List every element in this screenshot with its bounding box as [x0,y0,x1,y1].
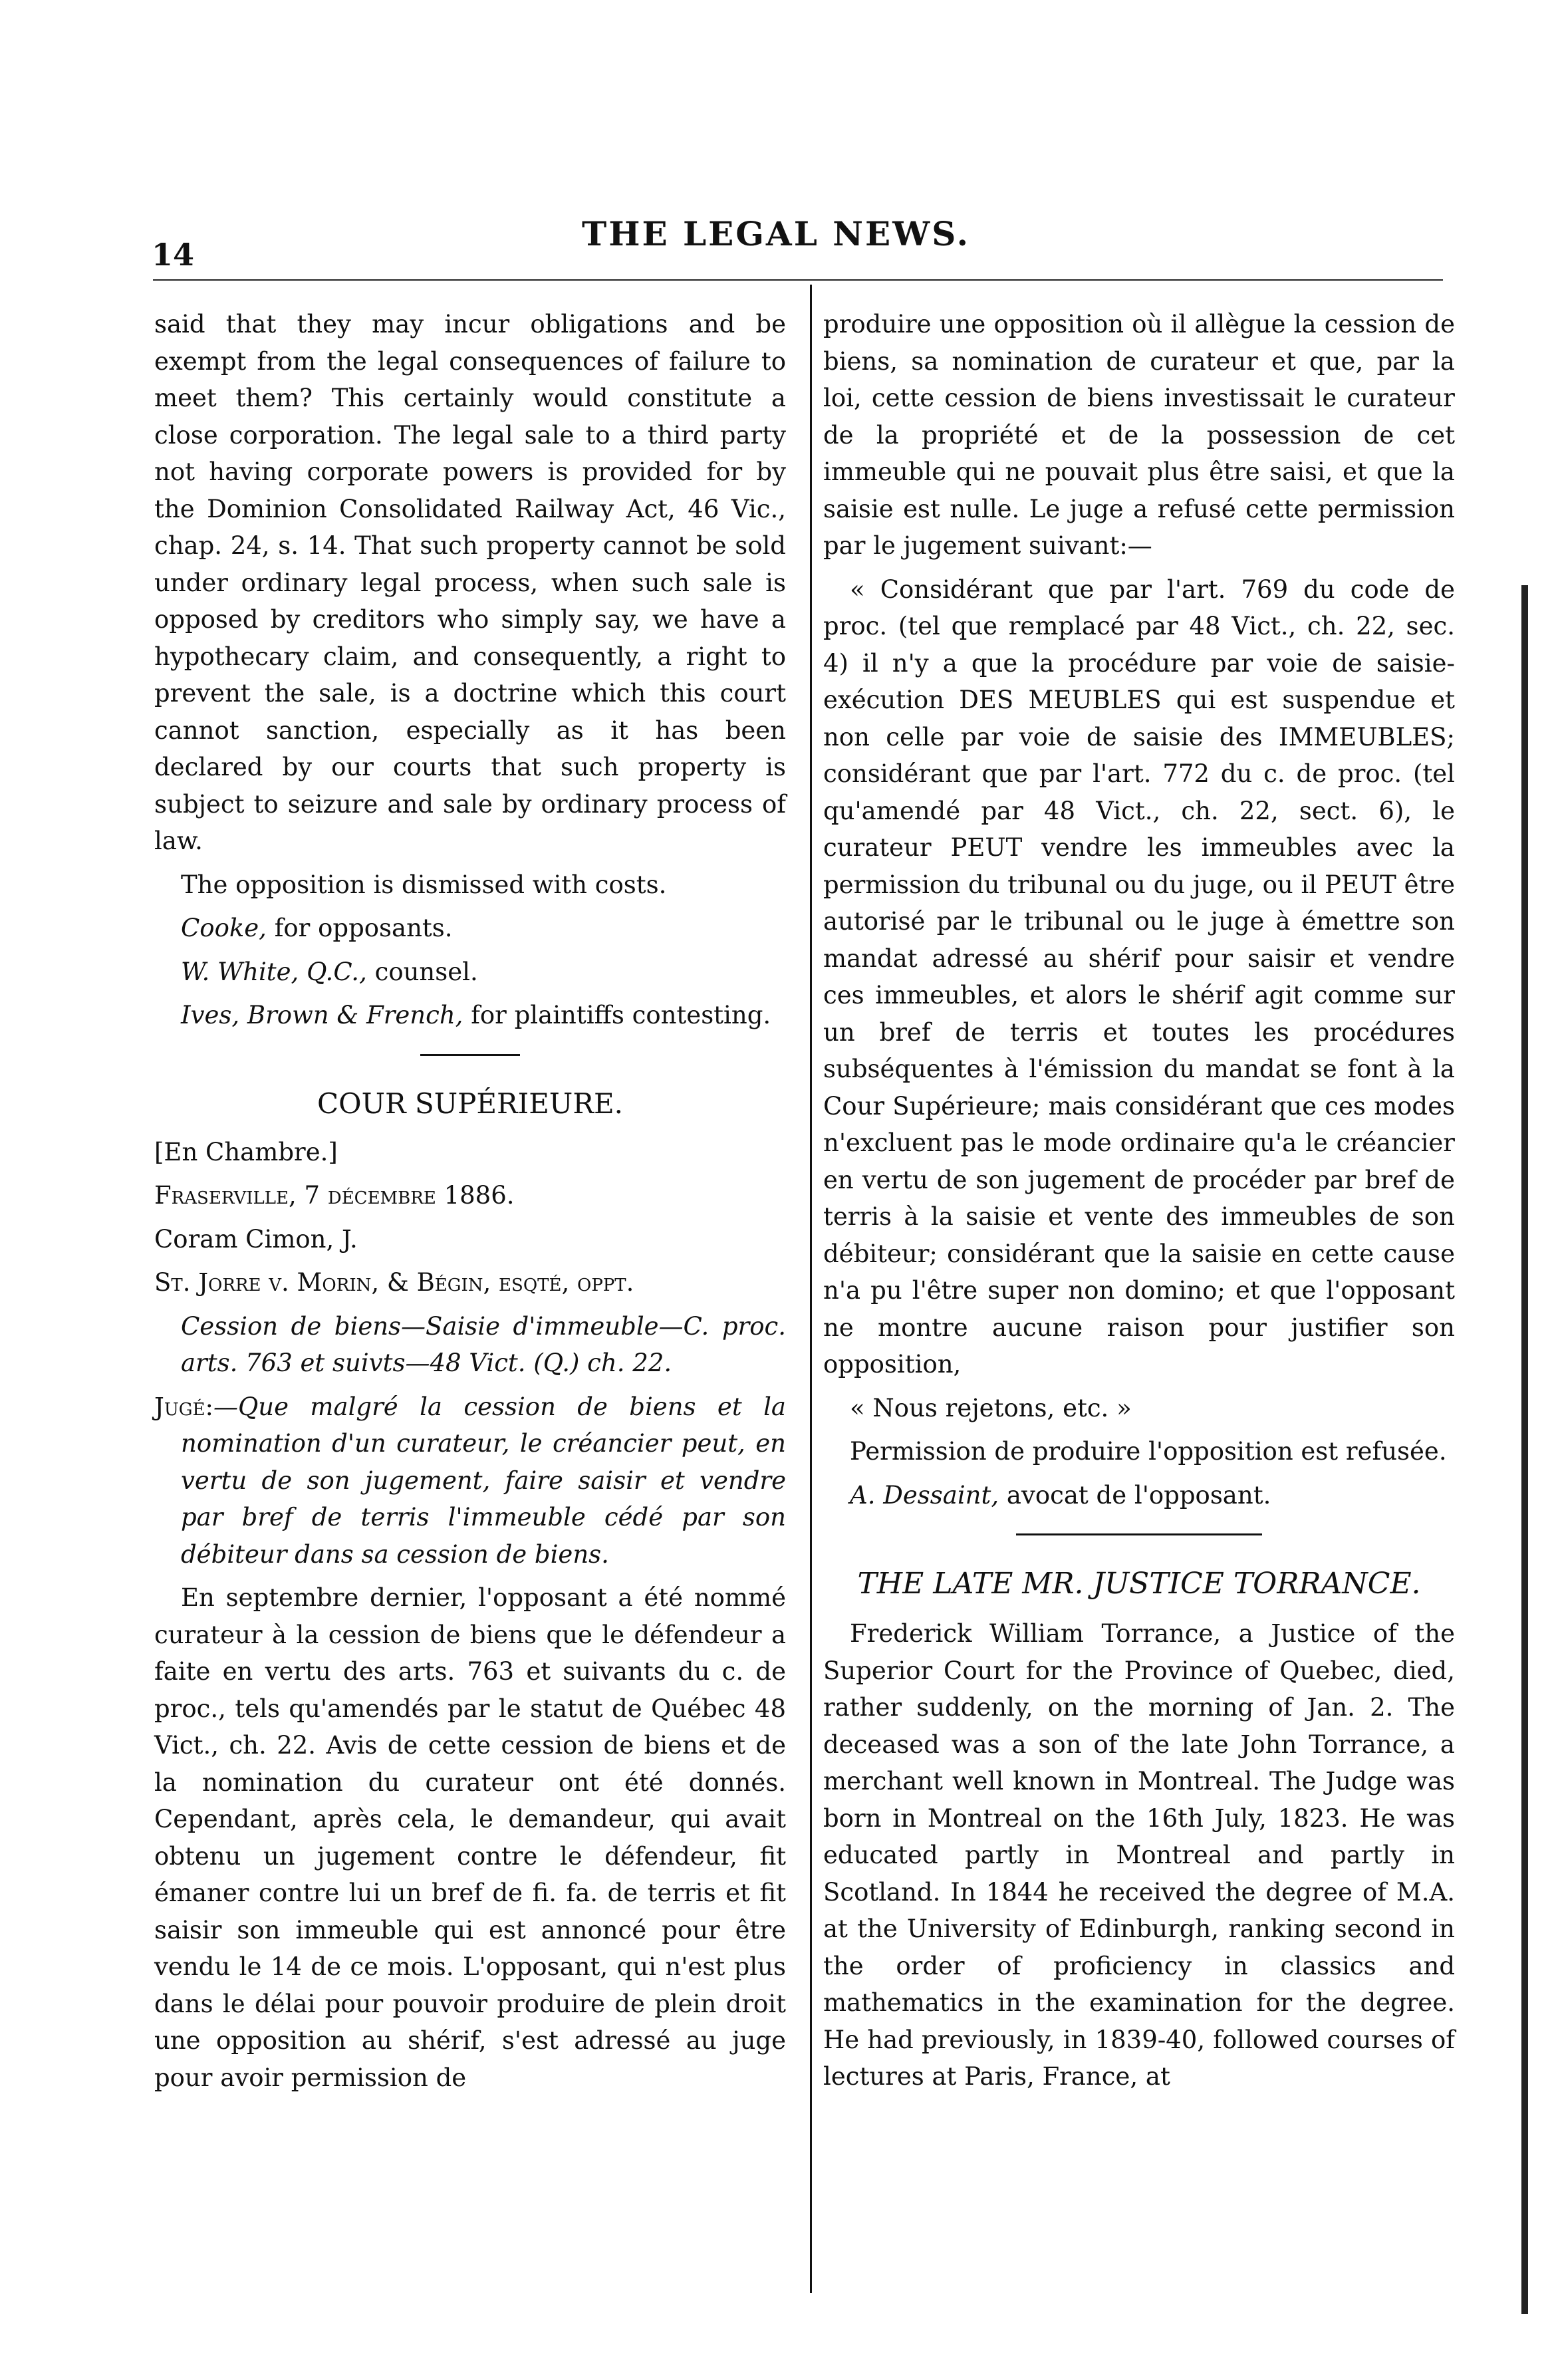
chambre-line: [En Chambre.] [154,1137,338,1166]
dismissed-line: The opposition is dismissed with costs. [181,870,667,899]
permission-line: Permission de produire l'opposition est refusée. [850,1437,1447,1466]
parties-line: St. Jorre v. Morin, & Bégin, esqté, oppt. [154,1268,634,1297]
counsel-line-3 [154,997,786,1034]
counsel-2-name: W. White, Q.C., [181,957,367,986]
counsel-1-role: for opposants. [266,914,453,942]
counsel-1-name: Cooke, [181,914,267,942]
place-date-line: Fraserville, 7 décembre 1886. [154,1181,515,1210]
case-rubric: Cession de biens—Saisie d'immeuble—C. proc. arts. 763 et suivts—48 Vict. (Q.) ch. 22. [181,1311,786,1377]
column-divider [810,285,812,2293]
section-rule-left [420,1054,520,1056]
running-title: THE LEGAL NEWS. [582,214,970,253]
section-title-torrance: THE LATE MR. JUSTICE TORRANCE. [857,1567,1421,1601]
section-title-cour-superieure: COUR SUPÉRIEURE. [317,1087,623,1120]
right-paragraph-2: Frederick William Torrance, a Justice of the Superior Court for the Province of Quebec, died, rather suddenly, on the morning of Jan. 2. The deceased was a son of the late John Torrance, a merchant well known in Montreal. The Judge was born in Montreal on the 16th July, 1823. He was educated partly in Montreal and partly in Scotland. In 1844 he received the degree of M.A. at the University of Edinburgh, ranking second in the order of proficiency in classics and mathematics in the examination for the degree. He had previously, in 1839-40, followed courses of lectures at Paris, France, at [823,1619,1455,2091]
counsel-2-role: counsel. [366,957,478,986]
header-rule [153,279,1443,281]
page-edge-mark [1521,585,1528,2314]
avocat-name: A. Dessaint, [850,1480,999,1510]
counsel-3-role: for plaintiffs contesting. [463,1001,771,1029]
left-column [154,306,786,2103]
avocat-role: avocat de l'opposant. [999,1480,1271,1510]
counsel-3-name: Ives, Brown & French, [181,1001,463,1029]
right-paragraph-1: produire une opposition où il allègue la cession de biens, sa nomination de curateur et que, par la loi, cette cession de biens investissait le curateur de la propriété et de la possession de cet immeuble qui ne pouvait plus être saisi, et que la saisie est nulle. Le juge a refusé cette permission par le jugement suivant:— [823,310,1455,560]
held-paragraph [154,1388,786,1573]
section-rule-right [1016,1533,1262,1535]
judgment-paragraph: « Considérant que par l'art. 769 du code de proc. (tel que remplacé par 48 Vict., ch. 22, sec. 4) il n'y a que la procédure par voie de saisie-exécution DES MEUBLES qui est suspendue et non celle par voie de saisie des IMMEUBLES; considérant que par l'art. 772 du c. de proc. (tel qu'amendé par 48 Vict., ch. 22, sect. 6), le curateur PEUT vendre les immeubles avec la permission du tribunal ou du juge, ou il PEUT être autorisé par le tribunal ou le juge à émettre son mandat adressé au shérif pour saisir et vendre ces immeubles, et alors le shérif agit comme sur un bref de terris et toutes les procédures subséquentes à l'émission du mandat se font à la Cour Supérieure; mais considérant que ces modes n'excluent pas le mode ordinaire qu'a le créancier en vertu de son jugement de procéder par bref de terris à la saisie et vente des immeubles de son débiteur; considérant que la saisie en cette cause n'a pu l'être super non domino; et que l'opposant ne montre aucune raison pour justifier son opposition, [823,575,1455,1379]
page-number: 14 [152,237,195,273]
counsel-line-1 [154,910,786,947]
avocat-line [823,1477,1455,1514]
right-column [823,306,1455,2102]
held-lead: Jugé: [154,1392,213,1421]
rejetons-line: « Nous rejetons, etc. » [850,1393,1132,1422]
coram-line: Coram Cimon, J. [154,1224,358,1254]
counsel-line-2 [154,954,786,991]
left-paragraph-2: En septembre dernier, l'opposant a été nommé curateur à la cession de biens que le défendeur a faite en vertu des arts. 763 et suivants du c. de proc., tels qu'amendés par le statut de Québec 48 Vict., ch. 22. Avis de cette cession de biens et de la nomination du curateur ont été donnés. Cependant, après cela, le demandeur, qui avait obtenu un jugement contre le défendeur, fit émaner contre lui un bref de fi. fa. de terris et fit saisir son immeuble qui est annoncé pour être vendu le 14 de ce mois. L'opposant, qui n'est plus dans le délai pour pouvoir produire de plein droit une opposition au shérif, s'est adressé au juge pour avoir permission de [154,1583,786,2092]
left-paragraph-1: said that they may incur obligations and be exempt from the legal consequences of failure to meet them? This certainly would constitute a close corporation. The legal sale to a third party not having corporate powers is provided for by the Dominion Consolidated Railway Act, 46 Vic., chap. 24, s. 14. That such property cannot be sold under ordinary legal process, when such sale is opposed by creditors who simply say, we have a hypothecary claim, and consequently, a right to prevent the sale, is a doctrine which this court cannot sanction, especially as it has been declared by our courts that such property is subject to seizure and sale by ordinary process of law. [154,310,786,855]
held-body: —Que malgré la cession de biens et la nomination d'un curateur, le créancier peut, en vertu de son jugement, faire saisir et vendre par bref de terris l'immeuble cédé par son débiteur dans sa cession de biens. [181,1392,786,1569]
